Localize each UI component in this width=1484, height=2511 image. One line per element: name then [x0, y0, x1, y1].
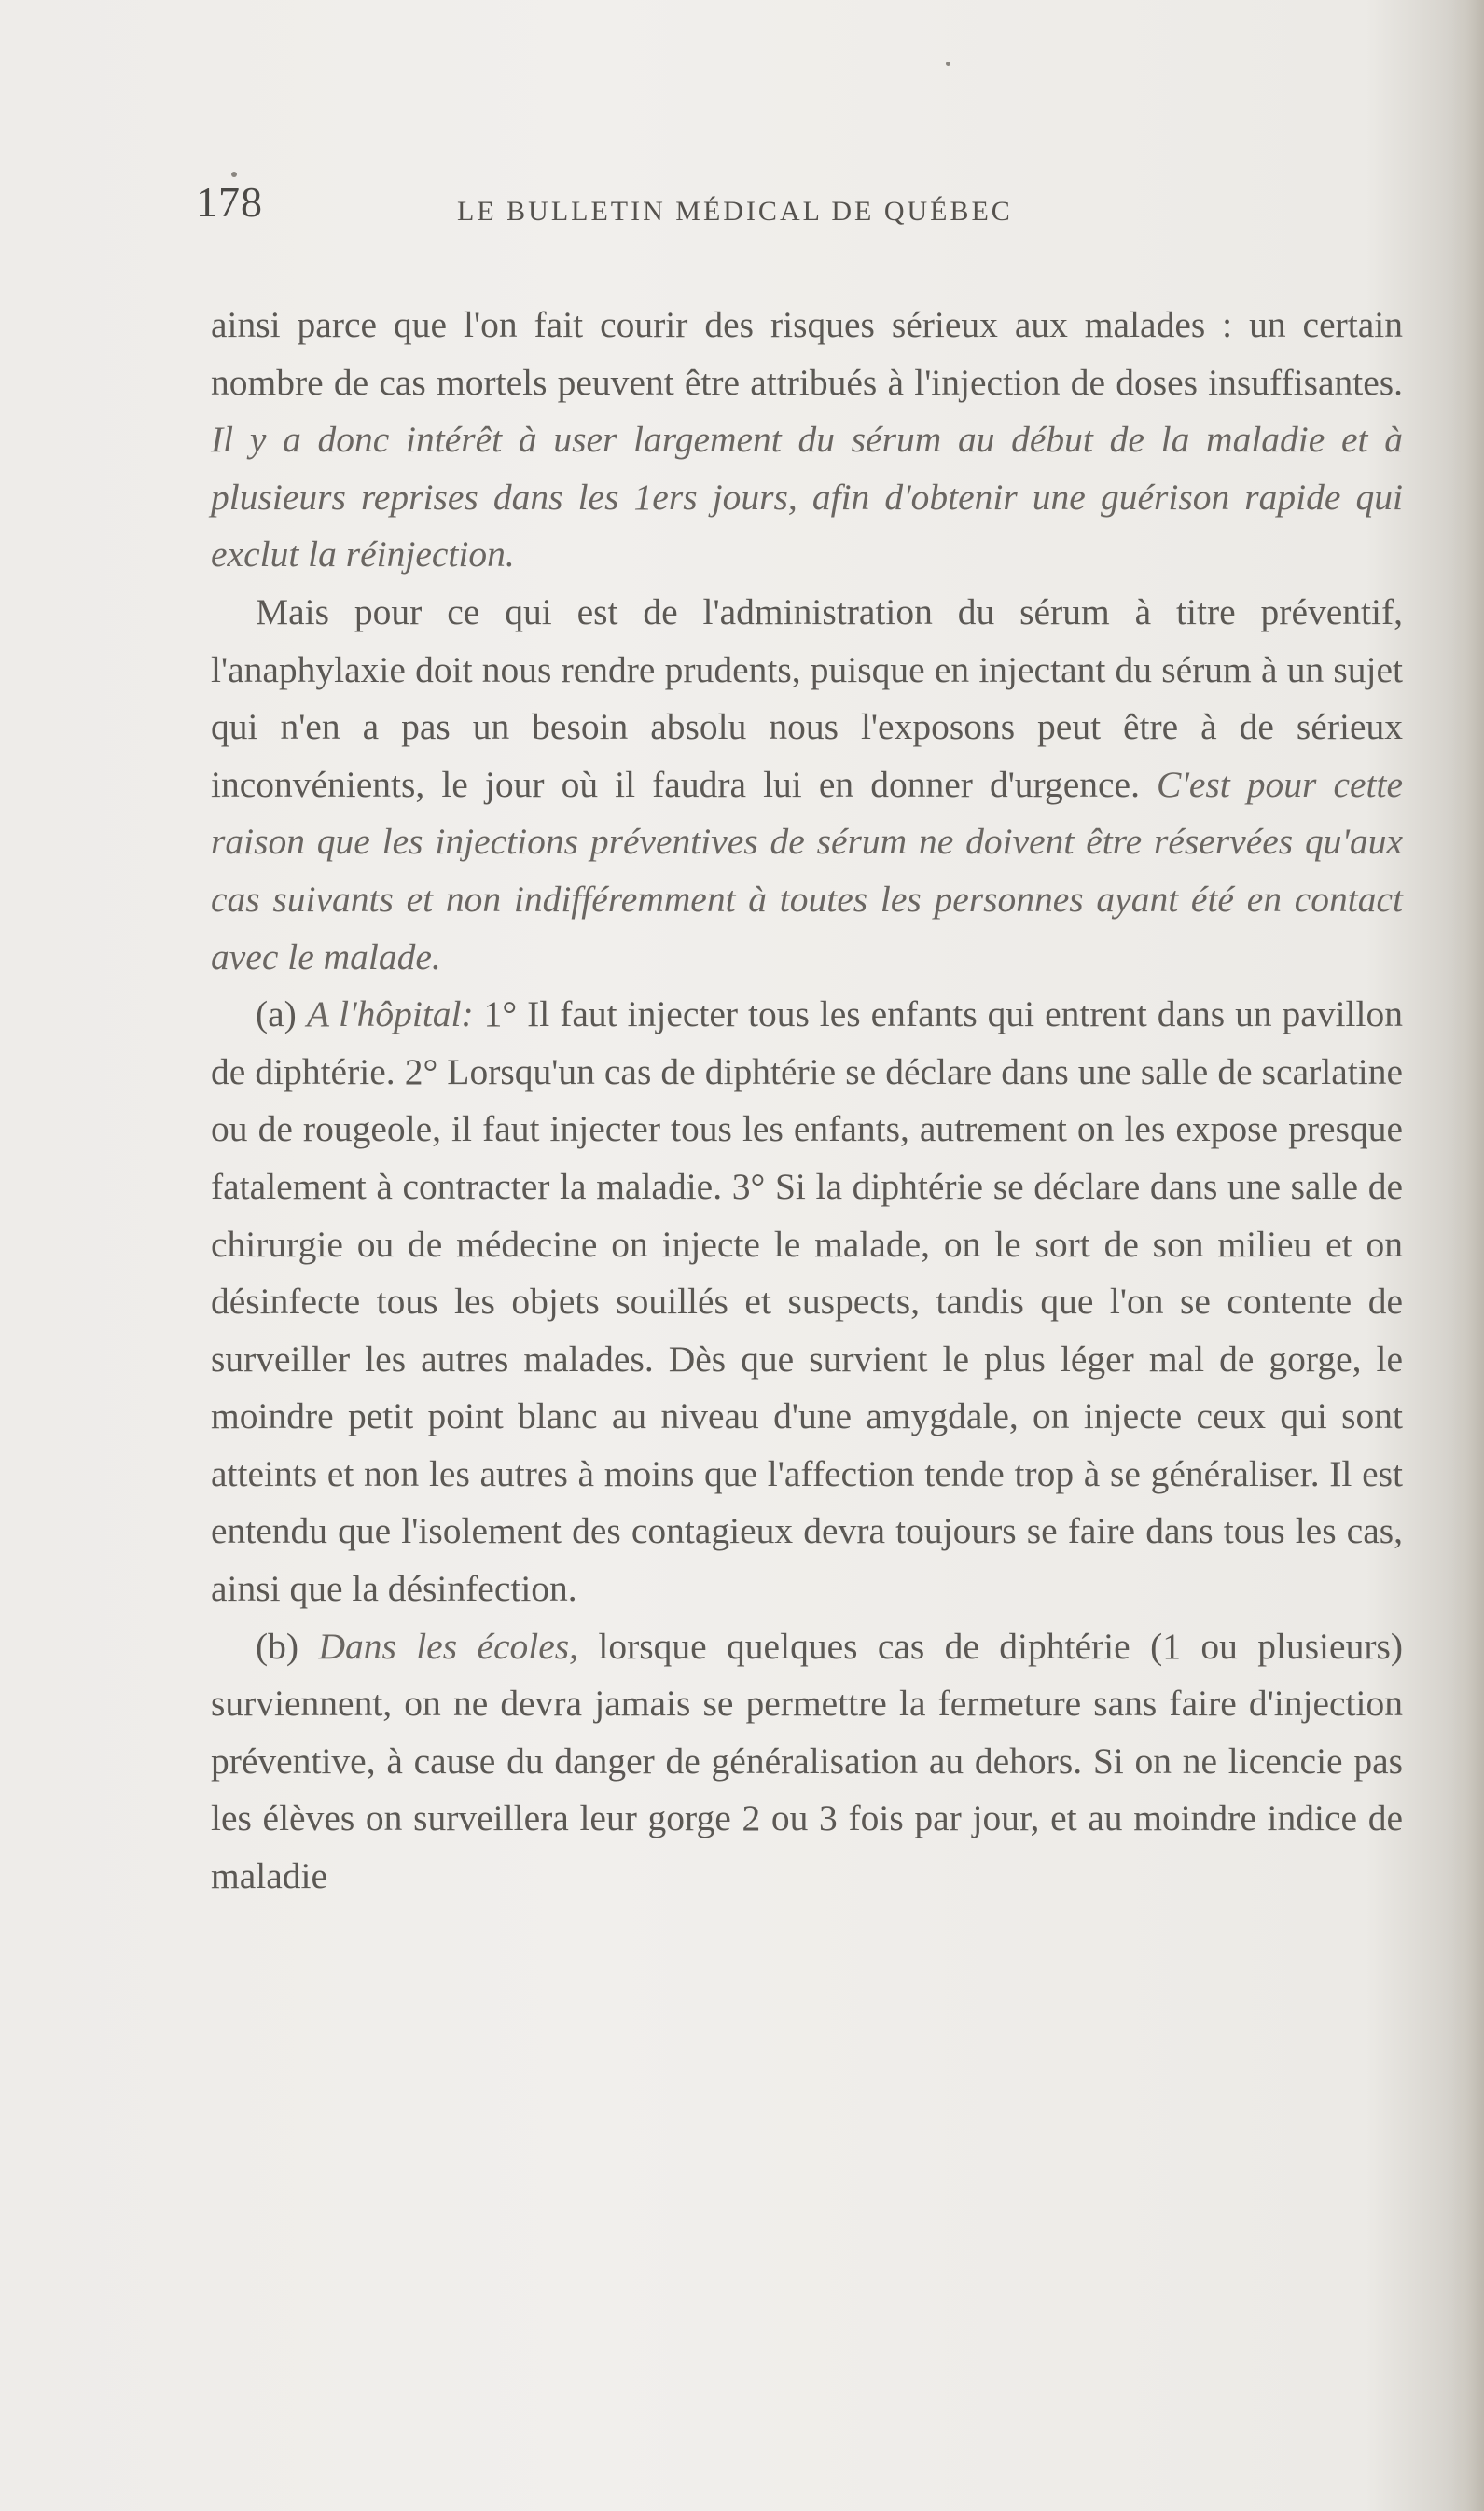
paragraph-1 [211, 297, 1403, 584]
paragraph-2 [211, 584, 1403, 986]
print-speck [946, 62, 950, 66]
paragraph-3-label: (a) [256, 993, 307, 1035]
paragraph-2-italic: C'est pour cette raison que les injections préventives de sérum ne doivent être réservées qu'aux cas suivants et non indifféremment à toutes les personnes ayant été en contact avec le malade. [211, 763, 1403, 978]
paragraph-3-text: 1° Il faut injecter tous les enfants qui entrent dans un pavillon de diphtérie. 2° Lorsqu'un cas de diphtérie se déclare dans une salle de scarlatine ou de rougeole, il faut injecter tous les enfants, autrement on les expose presque fatalement à contracter la maladie. 3° Si la diphtérie se déclare dans une salle de chirurgie ou de médecine on injecte le malade, on le sort de son milieu et on désinfecte tous les objets souillés et suspects, tandis que l'on se contente de surveiller les autres malades. Dès que survient le plus léger mal de gorge, le moindre petit point blanc au niveau d'une amygdale, on injecte ceux qui sont atteints et non les autres à moins que l'affection tende trop à se généraliser. Il est entendu que l'isolement des contagieux devra toujours se faire dans tous les cas, ainsi que la désinfection. [211, 993, 1404, 1610]
paragraph-4-label: (b) [256, 1625, 319, 1667]
paragraph-4-italic: Dans les écoles, [318, 1625, 579, 1667]
paragraph-1-text: ainsi parce que l'on fait courir des risques sérieux aux malades : un certain nombre de cas mortels peuvent être attribués à l'injection de doses insuffisantes. [211, 304, 1403, 403]
page-header [0, 177, 1484, 243]
paragraph-3-italic: A l'hôpital: [306, 993, 474, 1035]
paragraph-3 [211, 986, 1403, 1618]
page-edge-shadow [1452, 0, 1484, 2511]
paragraph-1-italic: Il y a donc intérêt à user largement du sérum au début de la maladie et à plusieurs reprises dans les 1ers jours, afin d'obtenir une guérison rapide qui exclut la réinjection. [211, 419, 1403, 576]
paragraph-4-text: lorsque quelques cas de diphtérie (1 ou plusieurs) surviennent, on ne devra jamais se permettre la fermeture sans faire d'injection préventive, à cause du danger de généralisation au dehors. Si on ne licencie pas les élèves on surveillera leur gorge 2 ou 3 fois par jour, et au moindre indice de maladie [211, 1625, 1403, 1897]
page-number: 178 [196, 178, 263, 226]
paragraph-2-text: Mais pour ce qui est de l'administration du sérum à titre préventif, l'anaphylaxie doit nous rendre prudents, puisque en injectant du sérum à un sujet qui n'en a pas un besoin absolu nous l'exposons peut être à de sérieux inconvénients, le jour où il faudra lui en donner d'urgence. [211, 590, 1403, 805]
running-title: LE BULLETIN MÉDICAL DE QUÉBEC [457, 196, 1013, 227]
body-text [211, 297, 1403, 1906]
paragraph-4 [211, 1618, 1403, 1906]
